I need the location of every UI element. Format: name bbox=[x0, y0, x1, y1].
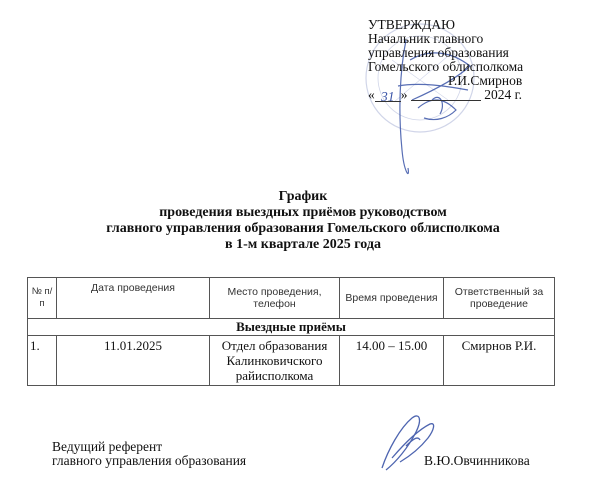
schedule-table bbox=[27, 277, 555, 386]
title-line2: проведения выездных приёмов руководством bbox=[159, 205, 447, 220]
header-responsible: Ответственный за проведение bbox=[444, 278, 555, 319]
table-row bbox=[28, 336, 555, 386]
quote-close: » bbox=[400, 87, 408, 102]
cell-date: 11.01.2025 bbox=[57, 336, 210, 386]
document-title bbox=[0, 189, 606, 253]
header-num: № п/п bbox=[28, 278, 57, 319]
header-place: Место проведения, телефон bbox=[210, 278, 340, 319]
title-line3: главного управления образования Гомельского облисполкома bbox=[106, 221, 500, 236]
footer-name: В.Ю.Овчинникова bbox=[424, 453, 530, 468]
header-date: Дата проведения bbox=[57, 278, 210, 319]
table-header-row bbox=[28, 278, 555, 319]
approval-day bbox=[375, 90, 401, 102]
cell-responsible: Смирнов Р.И. bbox=[444, 336, 555, 386]
approval-block bbox=[368, 18, 598, 102]
footer-position bbox=[52, 440, 246, 468]
title-line1: График bbox=[278, 189, 328, 204]
approval-date bbox=[368, 88, 598, 102]
approval-position-line3: Гомельского облисполкома bbox=[368, 59, 524, 74]
quote-open: « bbox=[368, 87, 375, 102]
cell-time: 14.00 – 15.00 bbox=[340, 336, 444, 386]
section-row bbox=[28, 319, 555, 336]
approval-position-line1: Начальник главного bbox=[368, 31, 484, 46]
approval-year: 2024 г. bbox=[484, 87, 523, 102]
approver-name: Р.И.Смирнов bbox=[448, 73, 523, 88]
approval-day-value: 31 bbox=[381, 89, 395, 104]
title-line4: в 1-м квартале 2025 года bbox=[225, 237, 381, 252]
section-title: Выездные приёмы bbox=[28, 319, 555, 336]
approval-month-blank bbox=[411, 89, 481, 101]
approval-title: УТВЕРЖДАЮ bbox=[368, 17, 456, 32]
header-time: Время проведения bbox=[340, 278, 444, 319]
footer-position-line1: Ведущий референт bbox=[52, 439, 163, 454]
footer-position-line2: главного управления образования bbox=[52, 453, 247, 468]
cell-num: 1. bbox=[28, 336, 57, 386]
cell-place: Отдел образования Калинковичского райисполкома bbox=[210, 336, 340, 386]
approval-position-line2: управления образования bbox=[368, 45, 509, 60]
